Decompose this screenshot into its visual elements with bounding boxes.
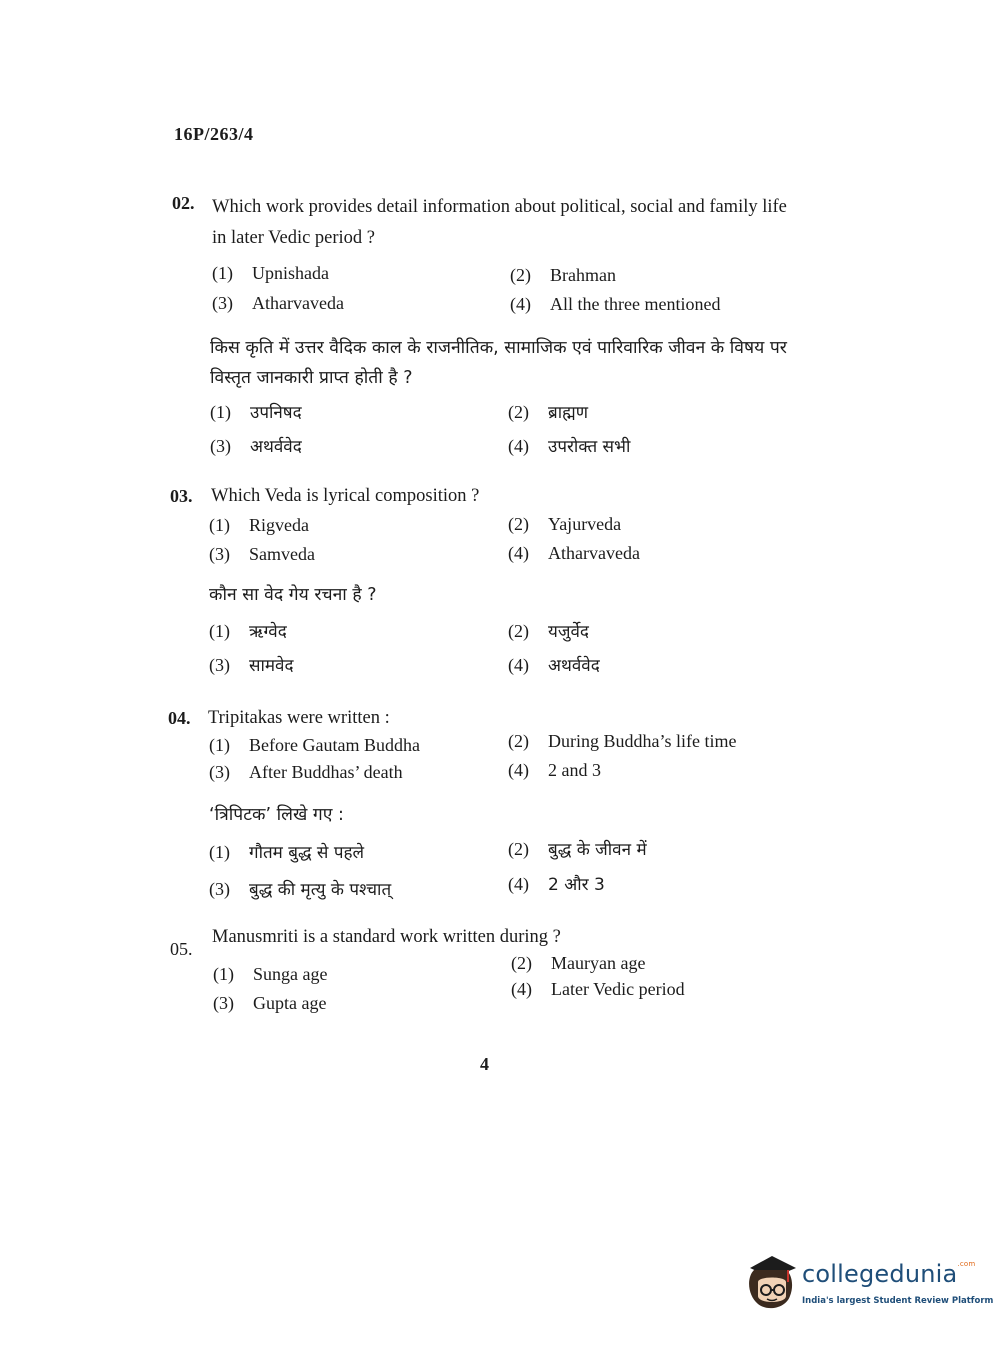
option-en-2 — [510, 265, 616, 286]
option-en-1 — [213, 964, 327, 985]
option-hi-2 — [508, 837, 647, 860]
question-number: 05. — [170, 939, 193, 959]
option-hi-2 — [508, 400, 588, 423]
option-label: Brahman — [550, 265, 616, 285]
question-number: 03. — [170, 486, 193, 506]
option-number: (1) — [209, 621, 230, 641]
option-number: (2) — [508, 402, 529, 422]
option-en-2 — [508, 731, 736, 752]
option-en-3 — [209, 762, 403, 783]
paper-code: 16P/263/4 — [174, 124, 254, 144]
option-label: Later Vedic period — [551, 979, 685, 999]
brand-text: collegedunia — [802, 1260, 958, 1288]
option-number: (4) — [508, 436, 529, 456]
option-number: (3) — [209, 762, 230, 782]
option-label: 2 और 3 — [548, 875, 605, 895]
brand-suffix: .com — [957, 1260, 976, 1268]
option-number: (3) — [212, 293, 233, 313]
brand-tagline: India's largest Student Review Platform — [802, 1296, 994, 1306]
option-en-4 — [508, 760, 601, 781]
option-label: Yajurveda — [548, 514, 622, 534]
option-number: (4) — [508, 874, 529, 894]
option-number: (4) — [510, 294, 531, 314]
question-text-hi: कौन सा वेद गेय रचना है ? — [209, 585, 377, 605]
option-label: During Buddha’s life time — [548, 731, 737, 751]
question-number: 02. — [172, 193, 195, 213]
question-text-hi: किस कृति में उत्तर वैदिक काल के राजनीतिक, सामाजिक एवं पारिवारिक जीवन के विषय पर विस्तृत जानकारी प्राप्त होती है ? — [210, 338, 787, 388]
question-text-en: Tripitakas were written : — [208, 708, 390, 728]
option-number: (3) — [209, 544, 230, 564]
option-hi-3 — [210, 434, 302, 457]
option-label: Atharvaveda — [252, 293, 344, 313]
option-number: (1) — [212, 263, 233, 283]
option-number: (2) — [508, 621, 529, 641]
mascot-icon — [742, 1252, 800, 1312]
option-hi-3 — [209, 877, 391, 900]
option-en-1 — [212, 263, 329, 284]
option-number: (4) — [508, 543, 529, 563]
option-hi-4 — [508, 434, 630, 457]
option-hi-3 — [209, 653, 294, 676]
question-text-en: Which work provides detail information about political, social and family life in later Vedic period ? — [212, 197, 787, 248]
option-number: (4) — [508, 760, 529, 780]
option-label: यजुर्वेद — [548, 622, 589, 642]
option-label: सामवेद — [249, 656, 294, 676]
option-en-1 — [209, 515, 309, 536]
option-number: (3) — [210, 436, 231, 456]
option-hi-1 — [209, 619, 287, 642]
option-number: (1) — [209, 515, 230, 535]
option-number: (1) — [213, 964, 234, 984]
option-number: (2) — [511, 953, 532, 973]
option-en-3 — [213, 993, 326, 1014]
option-en-3 — [209, 544, 315, 565]
option-en-4 — [511, 979, 685, 1000]
option-label: अथर्ववेद — [250, 437, 302, 457]
question-number: 04. — [168, 708, 191, 728]
option-label: Upnishada — [252, 263, 329, 283]
option-hi-1 — [210, 400, 302, 423]
option-number: (2) — [508, 514, 529, 534]
option-label: Atharvaveda — [548, 543, 640, 563]
option-number: (1) — [209, 735, 230, 755]
option-label: 2 and 3 — [548, 760, 601, 780]
option-label: गौतम बुद्ध से पहले — [249, 843, 365, 863]
option-label: बुद्ध के जीवन में — [548, 840, 647, 860]
option-number: (2) — [510, 265, 531, 285]
option-label: बुद्ध की मृत्यु के पश्चात् — [249, 880, 392, 900]
option-label: Mauryan age — [551, 953, 646, 973]
collegedunia-logo — [742, 1250, 994, 1316]
option-number: (1) — [209, 842, 230, 862]
option-label: Gupta age — [253, 993, 327, 1013]
option-number: (4) — [508, 655, 529, 675]
option-en-3 — [212, 293, 344, 314]
option-number: (3) — [213, 993, 234, 1013]
option-en-2 — [508, 514, 621, 535]
option-hi-4 — [508, 872, 605, 895]
option-hi-2 — [508, 619, 589, 642]
option-label: Rigveda — [249, 515, 309, 535]
option-number: (2) — [508, 839, 529, 859]
option-en-4 — [510, 294, 720, 315]
page-number: 4 — [480, 1054, 489, 1074]
question-text-hi: ‘त्रिपिटक’ लिखे गए : — [209, 805, 344, 825]
option-hi-4 — [508, 653, 600, 676]
option-number: (4) — [511, 979, 532, 999]
option-number: (3) — [209, 655, 230, 675]
option-label: अथर्ववेद — [548, 656, 600, 676]
option-label: ऋग्वेद — [249, 622, 287, 642]
option-label: Samveda — [249, 544, 315, 564]
option-hi-1 — [209, 840, 364, 863]
option-label: उपनिषद — [250, 403, 302, 423]
option-en-1 — [209, 735, 420, 756]
option-en-2 — [511, 953, 645, 974]
option-number: (3) — [209, 879, 230, 899]
question-text-en: Which Veda is lyrical composition ? — [211, 486, 480, 506]
brand-name — [802, 1260, 975, 1288]
option-label: ब्राह्मण — [548, 403, 589, 423]
option-label: उपरोक्त सभी — [548, 437, 631, 457]
option-label: After Buddhas’ death — [249, 762, 403, 782]
option-label: All the three mentioned — [550, 294, 721, 314]
question-text-en: Manusmriti is a standard work written during ? — [212, 927, 561, 947]
option-label: Sunga age — [253, 964, 328, 984]
option-number: (2) — [508, 731, 529, 751]
option-number: (1) — [210, 402, 231, 422]
option-label: Before Gautam Buddha — [249, 735, 420, 755]
option-en-4 — [508, 543, 640, 564]
